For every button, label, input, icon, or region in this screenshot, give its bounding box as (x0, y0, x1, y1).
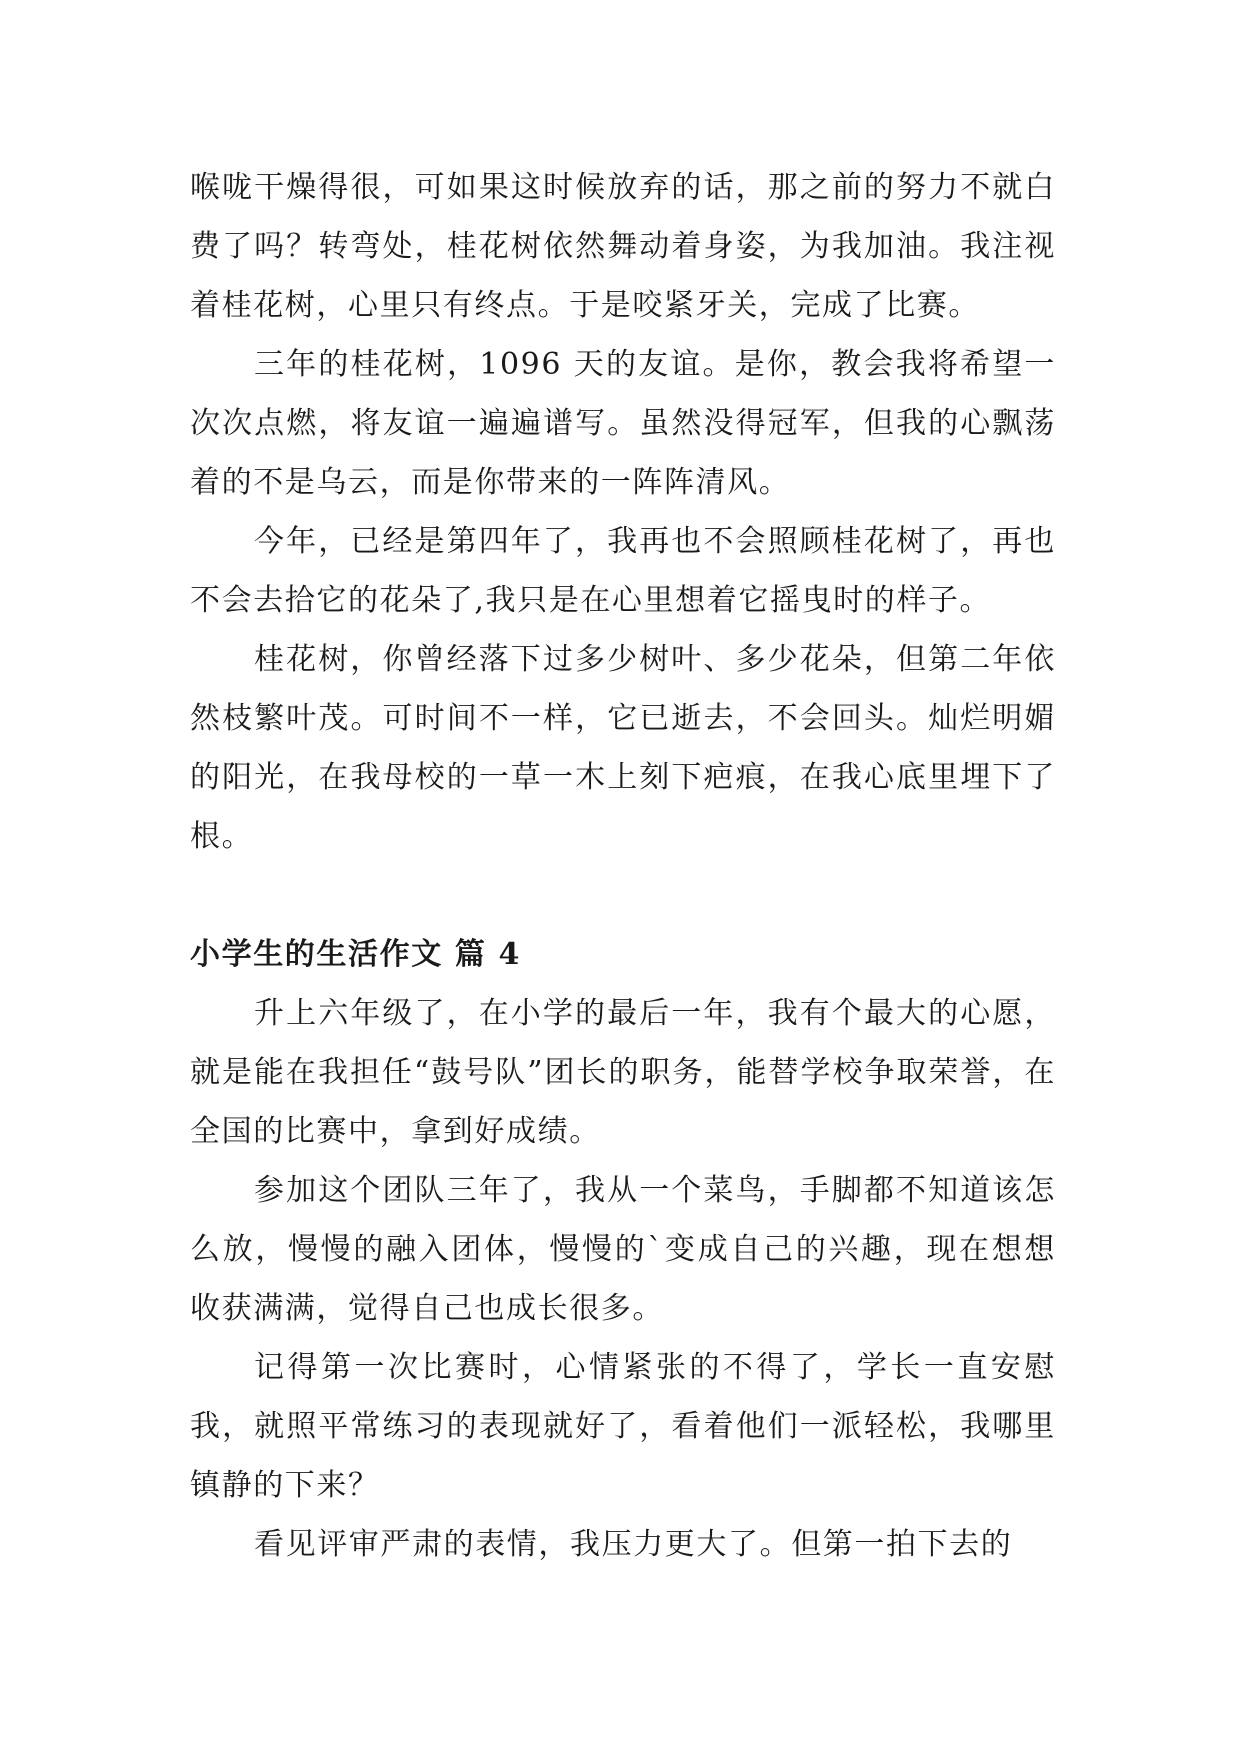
paragraph: 记得第一次比赛时，心情紧张的不得了，学长一直安慰我，就照平常练习的表现就好了，看着他们一派轻松，我哪里镇静的下来？ (190, 1350, 1056, 1503)
paragraph: 参加这个团队三年了，我从一个菜鸟，手脚都不知道该怎么放，慢慢的融入团体，慢慢的`变成自己的兴趣，现在想想收获满满，觉得自己也成长很多。 (190, 1173, 1056, 1326)
paragraph: 升上六年级了，在小学的最后一年，我有个最大的心愿，就是能在我担任“鼓号队”团长的职务，能替学校争取荣誉，在全国的比赛中，拿到好成绩。 (190, 996, 1056, 1149)
section-heading: 小学生的生活作文 篇 4 (190, 937, 521, 972)
paragraph-continuation: 喉咙干燥得很，可如果这时候放弃的话，那之前的努力不就白费了吗？转弯处，桂花树依然舞动着身姿，为我加油。我注视着桂花树，心里只有终点。于是咬紧牙关，完成了比赛。 (190, 170, 1056, 323)
section-gap (190, 866, 1056, 925)
paragraph: 桂花树，你曾经落下过多少树叶、多少花朵，但第二年依然枝繁叶茂。可时间不一样，它已逝去，不会回头。灿烂明媚的阳光，在我母校的一草一木上刻下疤痕，在我心底里埋下了根。 (190, 642, 1056, 854)
paragraph: 看见评审严肃的表情，我压力更大了。但第一拍下去的 (254, 1527, 1013, 1562)
paragraph: 今年，已经是第四年了，我再也不会照顾桂花树了，再也不会去拾它的花朵了,我只是在心里想着它摇曳时的样子。 (190, 524, 1056, 618)
document-body (190, 158, 1056, 1574)
paragraph: 三年的桂花树，1096 天的友谊。是你，教会我将希望一次次点燃，将友谊一遍遍谱写。虽然没得冠军，但我的心飘荡着的不是乌云，而是你带来的一阵阵清风。 (190, 347, 1056, 500)
